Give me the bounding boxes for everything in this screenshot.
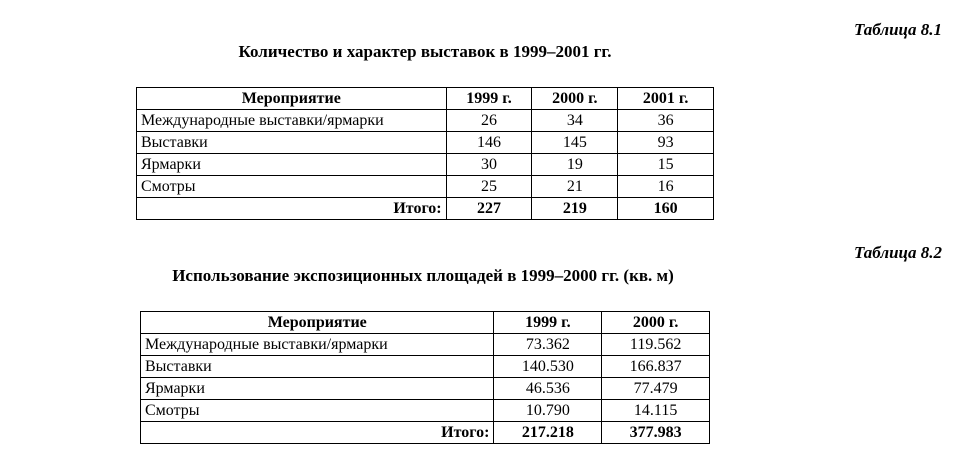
table-cell: Ярмарки: [141, 378, 494, 400]
table-cell: 25: [446, 176, 532, 198]
table-cell: 146: [446, 132, 532, 154]
table-cell: 166.837: [602, 356, 710, 378]
table-cell: 36: [618, 110, 714, 132]
table-row: [137, 154, 714, 176]
table-row: [137, 132, 714, 154]
table-row: [141, 334, 710, 356]
total-label: Итого:: [141, 422, 494, 444]
table-cell: Выставки: [141, 356, 494, 378]
table-title: Использование экспозиционных площадей в 1999–2000 гг. (кв. м): [172, 266, 674, 285]
column-header: Мероприятие: [141, 312, 494, 334]
table-header-row: [141, 312, 710, 334]
total-cell: 377.983: [602, 422, 710, 444]
table-cell: Международные выставки/ярмарки: [137, 110, 447, 132]
total-cell: 227: [446, 198, 532, 220]
exhibitions-count-table: [136, 87, 714, 220]
table-cell: 14.115: [602, 400, 710, 422]
table-cell: 30: [446, 154, 532, 176]
table-cell: 46.536: [494, 378, 602, 400]
column-header: Мероприятие: [137, 88, 447, 110]
table-cell: 10.790: [494, 400, 602, 422]
table-cell: 73.362: [494, 334, 602, 356]
table-row: [137, 110, 714, 132]
total-row: [141, 422, 710, 444]
table-cell: 34: [532, 110, 618, 132]
table-cell: 16: [618, 176, 714, 198]
table-row: [141, 400, 710, 422]
table-cell: Смотры: [137, 176, 447, 198]
table-cell: 77.479: [602, 378, 710, 400]
table-cell: 26: [446, 110, 532, 132]
column-header: 2000 г.: [602, 312, 710, 334]
table-cell: 145: [532, 132, 618, 154]
table-number: Таблица 8.1: [854, 20, 942, 39]
table-cell: 21: [532, 176, 618, 198]
total-row: [137, 198, 714, 220]
table-cell: 119.562: [602, 334, 710, 356]
table-cell: 19: [532, 154, 618, 176]
table-title: Количество и характер выставок в 1999–2001 гг.: [238, 42, 612, 61]
total-cell: 160: [618, 198, 714, 220]
table-cell: Выставки: [137, 132, 447, 154]
column-header: 1999 г.: [446, 88, 532, 110]
column-header: 1999 г.: [494, 312, 602, 334]
table-row: [137, 176, 714, 198]
table-header-row: [137, 88, 714, 110]
exhibition-area-table: [140, 311, 710, 444]
table-cell: Международные выставки/ярмарки: [141, 334, 494, 356]
table-cell: 140.530: [494, 356, 602, 378]
table-cell: Смотры: [141, 400, 494, 422]
total-cell: 219: [532, 198, 618, 220]
table-number: Таблица 8.2: [854, 243, 942, 262]
column-header: 2001 г.: [618, 88, 714, 110]
total-cell: 217.218: [494, 422, 602, 444]
total-label: Итого:: [137, 198, 447, 220]
column-header: 2000 г.: [532, 88, 618, 110]
table-cell: Ярмарки: [137, 154, 447, 176]
table-cell: 93: [618, 132, 714, 154]
table-row: [141, 356, 710, 378]
table-row: [141, 378, 710, 400]
table-cell: 15: [618, 154, 714, 176]
